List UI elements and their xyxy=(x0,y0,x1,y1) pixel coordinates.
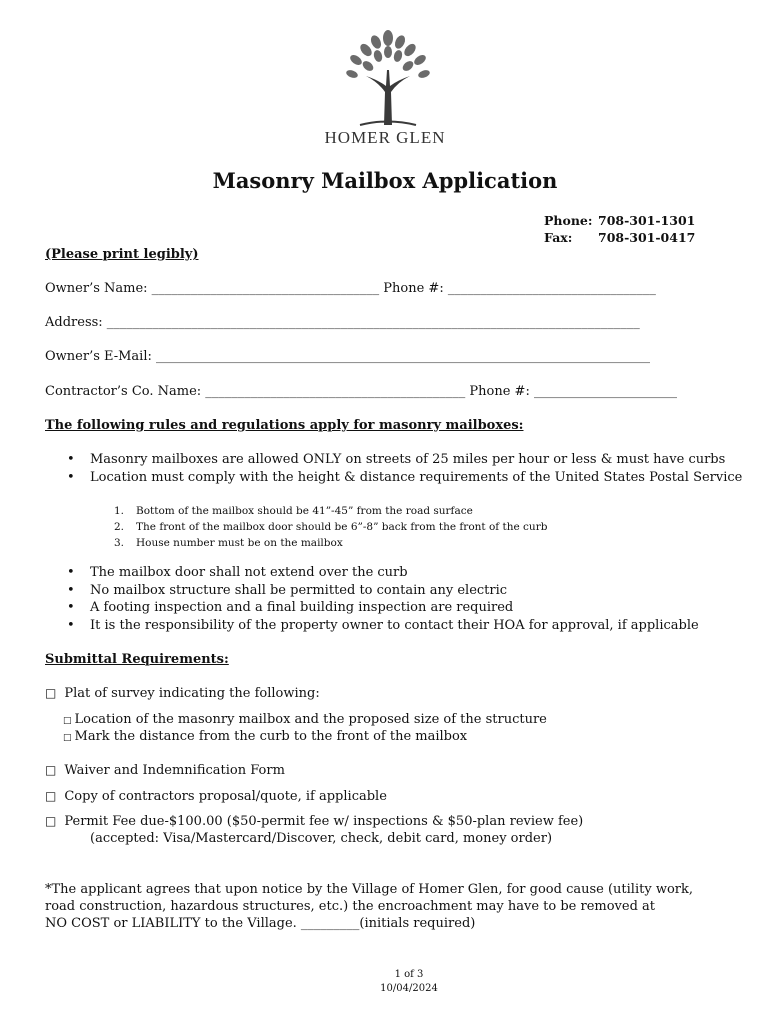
contact-block xyxy=(544,212,695,246)
fax-label: Fax: xyxy=(544,230,573,245)
phone-number: 708-301-1301 xyxy=(598,213,696,228)
plat-sub-item: □ Location of the masonry mailbox and the proposed size of the structure xyxy=(63,712,547,727)
list-item: • A footing inspection and a final building inspection are required xyxy=(65,599,699,617)
agreement-line: *The applicant agrees that upon notice by the Village of Homer Glen, for good cause (utility work, xyxy=(45,882,693,897)
rules-heading: The following rules and regulations apply for masonry mailboxes: xyxy=(45,418,524,433)
waiver-item: □ Waiver and Indemnification Form xyxy=(45,763,285,778)
checkbox[interactable]: □ xyxy=(45,686,57,700)
list-item: • The mailbox door shall not extend over the curb xyxy=(65,564,699,582)
page-number: 1 of 3 xyxy=(394,969,424,980)
numbered-list xyxy=(108,503,547,551)
checkbox[interactable]: □ xyxy=(63,716,72,726)
contractor-field[interactable]: Contractor’s Co. Name: ________________________________________ Phone #: ______________________ xyxy=(45,384,677,399)
email-field[interactable]: Owner’s E-Mail: ____________________________________________________________________________ xyxy=(45,349,651,364)
fax-number: 708-301-0417 xyxy=(598,230,696,245)
plat-sub-item: □ Mark the distance from the curb to the front of the mailbox xyxy=(63,729,468,744)
list-item: • No mailbox structure shall be permitted to contain any electric xyxy=(65,582,699,600)
tree-logo-icon xyxy=(338,30,438,128)
revision-date: 10/04/2024 xyxy=(380,983,438,994)
address-field[interactable]: Address: __________________________________________________________________________________ xyxy=(45,315,640,330)
checkbox[interactable]: □ xyxy=(45,789,57,803)
phone-line xyxy=(544,212,695,229)
fax-line xyxy=(544,229,695,246)
list-item: • It is the responsibility of the property owner to contact their HOA for approval, if applicable xyxy=(65,617,699,635)
page-title: Masonry Mailbox Application xyxy=(212,168,558,193)
page-footer xyxy=(0,968,770,996)
fee-note: (accepted: Visa/Mastercard/Discover, check, debit card, money order) xyxy=(90,831,553,846)
list-item: 2. The front of the mailbox door should be 6”-8” back from the front of the curb xyxy=(114,521,548,533)
plat-item: □ Plat of survey indicating the following: xyxy=(45,686,320,701)
owner-name-field[interactable]: Owner’s Name: ___________________________________ Phone #: ________________________________ xyxy=(45,281,656,296)
rules-list-a xyxy=(65,451,742,486)
list-item: • Masonry mailboxes are allowed ONLY on streets of 25 miles per hour or less & must have curbs xyxy=(65,451,742,469)
proposal-item: □ Copy of contractors proposal/quote, if applicable xyxy=(45,789,387,804)
checkbox[interactable]: □ xyxy=(45,763,57,777)
print-note: (Please print legibly) xyxy=(45,247,199,262)
list-item: 3. House number must be on the mailbox xyxy=(114,537,343,549)
list-item: • Location must comply with the height & distance requirements of the United States Postal Service xyxy=(65,469,742,487)
fee-item: □ Permit Fee due-$100.00 ($50-permit fee w/ inspections & $50-plan review fee) xyxy=(45,814,584,829)
brand-wordmark: HOMER GLEN xyxy=(324,128,446,147)
checkbox[interactable]: □ xyxy=(63,733,72,743)
agreement-line: road construction, hazardous structures, etc.) the encroachment may have to be removed at xyxy=(45,899,656,914)
agreement-line: NO COST or LIABILITY to the Village. _________(initials required) xyxy=(45,916,476,931)
checkbox[interactable]: □ xyxy=(45,814,57,828)
phone-label: Phone: xyxy=(544,213,593,228)
submittal-heading: Submittal Requirements: xyxy=(45,652,229,667)
rules-list-b xyxy=(65,564,699,634)
list-item: 1. Bottom of the mailbox should be 41”-45” from the road surface xyxy=(114,505,473,517)
